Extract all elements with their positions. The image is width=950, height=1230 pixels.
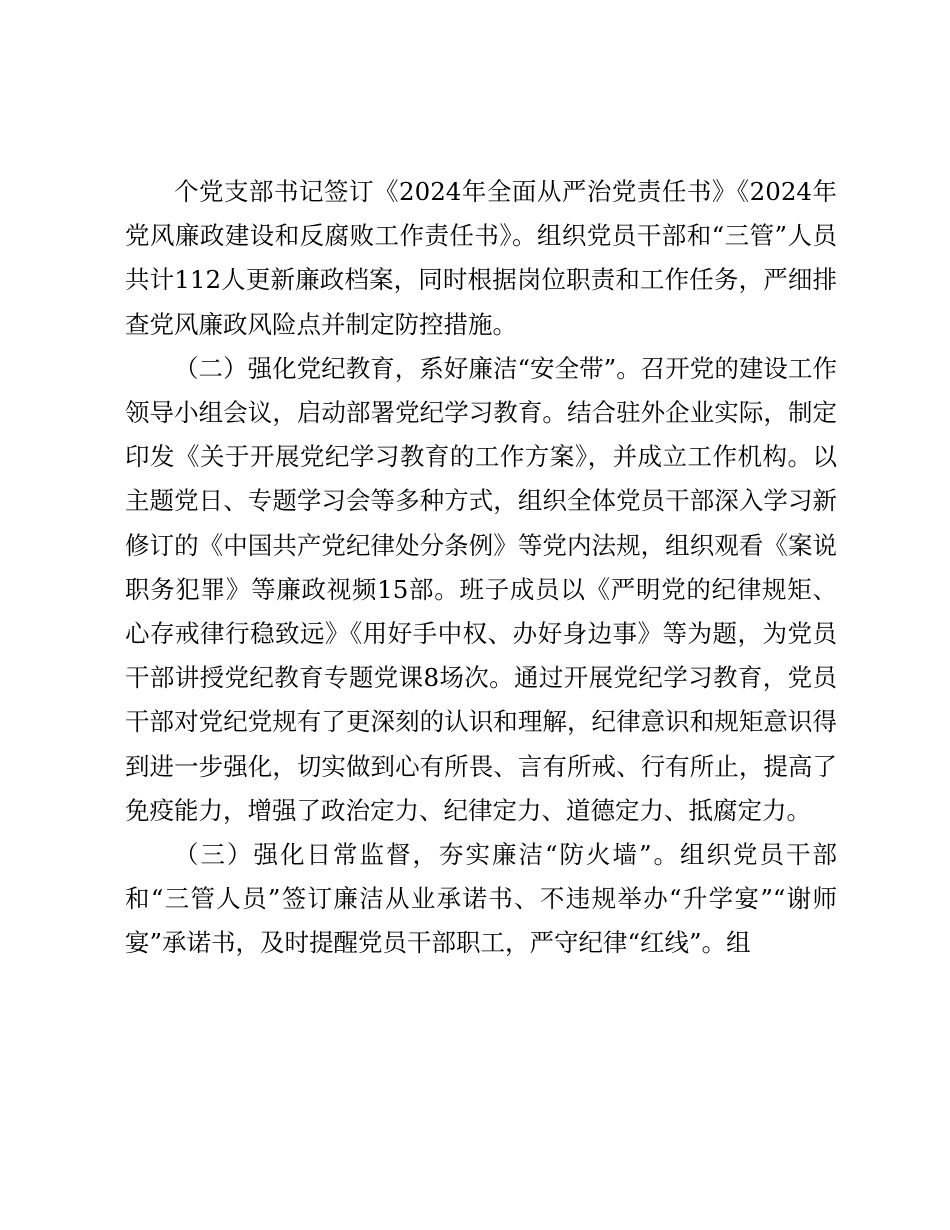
paragraph-daily-supervision: （三）强化日常监督，夯实廉洁“防火墙”。组织党员干部和“三管人员”签订廉洁从业承诺书、不违规举办“升学宴”“谢师宴”承诺书，及时提醒党员干部职工，严守纪律“红线”。组 — [125, 840, 837, 958]
paragraph-discipline-education: （二）强化党纪教育，系好廉洁“安全带”。召开党的建设工作领导小组会议，启动部署党纪学习教育。结合驻外企业实际，制定印发《关于开展党纪学习教育的工作方案》，并成立工作机构。以主题党日、专题学习会等多种方式，组织全体党员干部深入学习新修订的《中国共产党纪律处分条例》等党内法规，组织观看《案说职务犯罪》等廉政视频15部。班子成员以《严明党的纪律规矩、心存戒律行稳致远》《用好手中权、办好身边事》等为题，为党员干部讲授党纪教育专题党课8场次。通过开展党纪学习教育，党员干部对党纪党规有了更深刻的认识和理解，纪律意识和规矩意识得到进一步强化，切实做到心有所畏、言有所戒、行有所止，提高了免疫能力，增强了政治定力、纪律定力、道德定力、抵腐定力。 — [125, 353, 837, 825]
document-page — [125, 170, 837, 966]
paragraph-responsibility: 个党支部书记签订《2024年全面从严治党责任书》《2024年党风廉政建设和反腐败工作责任书》。组织党员干部和“三管”人员共计112人更新廉政档案，同时根据岗位职责和工作任务，严细排查党风廉政风险点并制定防控措施。 — [125, 177, 837, 339]
